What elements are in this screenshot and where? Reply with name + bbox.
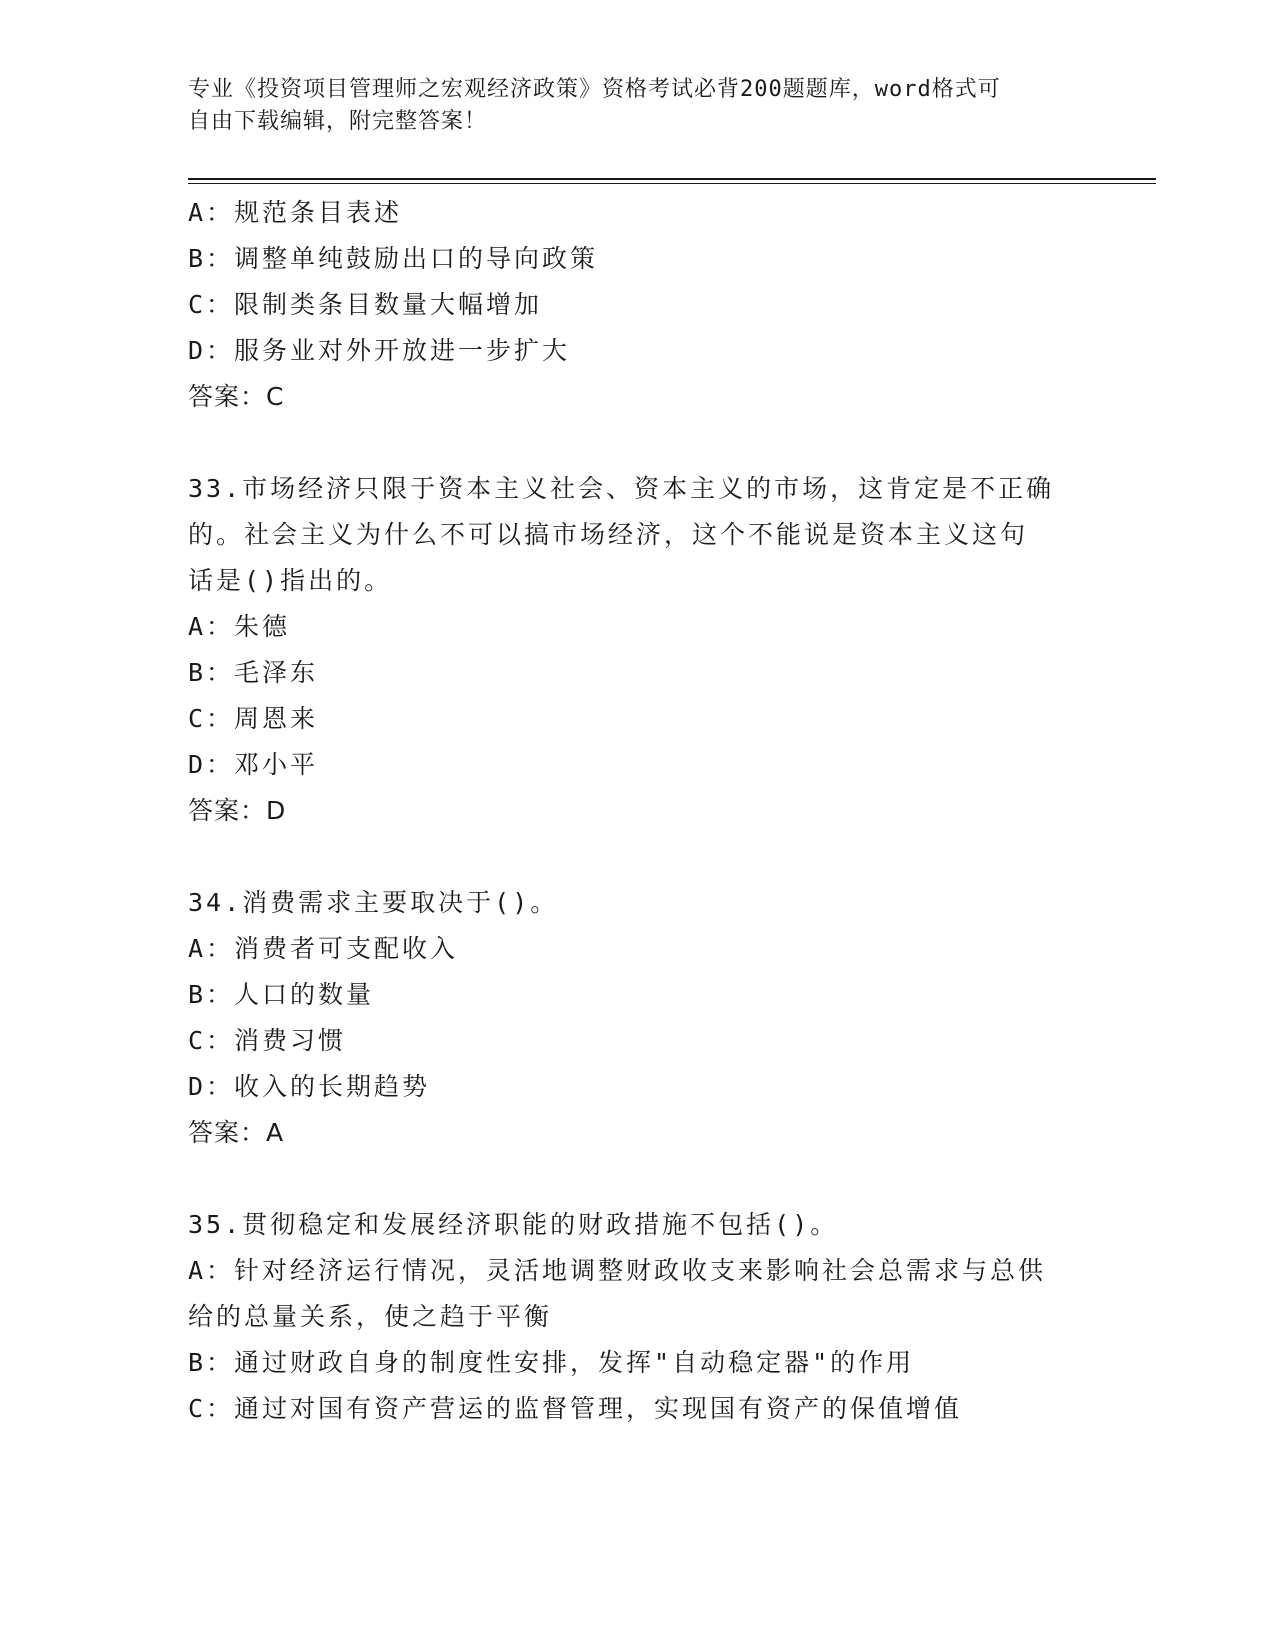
question-spacer bbox=[188, 1156, 1088, 1202]
question-text-line-3: 话是()指出的。 bbox=[188, 566, 393, 595]
document-header bbox=[188, 74, 1088, 138]
answer-line: 答案：C bbox=[188, 382, 285, 411]
option-a: A：消费者可支配收入 bbox=[188, 934, 459, 963]
question-32 bbox=[188, 190, 1088, 420]
question-text-line-1: 35.贯彻稳定和发展经济职能的财政措施不包括()。 bbox=[188, 1210, 839, 1239]
option-d: D：邓小平 bbox=[188, 750, 319, 779]
option-b: B：通过财政自身的制度性安排，发挥"自动稳定器"的作用 bbox=[188, 1348, 915, 1377]
question-text-line-1: 34.消费需求主要取决于()。 bbox=[188, 888, 559, 917]
header-divider-thin bbox=[188, 183, 1156, 184]
question-spacer bbox=[188, 420, 1088, 466]
option-a-line-2: 给的总量关系，使之趋于平衡 bbox=[188, 1302, 553, 1331]
option-a-line-1: A：针对经济运行情况，灵活地调整财政收支来影响社会总需求与总供 bbox=[188, 1256, 1047, 1285]
question-text-line-1: 33.市场经济只限于资本主义社会、资本主义的市场，这肯定是不正确 bbox=[188, 474, 1055, 503]
question-list bbox=[188, 190, 1088, 1432]
option-a: A：朱德 bbox=[188, 612, 291, 641]
question-text-line-2: 的。社会主义为什么不可以搞市场经济，这个不能说是资本主义这句 bbox=[188, 520, 1029, 549]
option-b: B：人口的数量 bbox=[188, 980, 375, 1009]
question-35 bbox=[188, 1202, 1088, 1432]
option-a: A：规范条目表述 bbox=[188, 198, 403, 227]
header-title-line-2: 自由下载编辑，附完整答案！ bbox=[188, 109, 488, 134]
question-spacer bbox=[188, 834, 1088, 880]
option-b: B：调整单纯鼓励出口的导向政策 bbox=[188, 244, 599, 273]
option-d: D：服务业对外开放进一步扩大 bbox=[188, 336, 571, 365]
option-c: C：周恩来 bbox=[188, 704, 319, 733]
answer-line: 答案：D bbox=[188, 796, 287, 825]
option-c: C：限制类条目数量大幅增加 bbox=[188, 290, 543, 319]
question-33 bbox=[188, 466, 1088, 834]
question-34 bbox=[188, 880, 1088, 1156]
option-b: B：毛泽东 bbox=[188, 658, 319, 687]
header-divider-thick bbox=[188, 178, 1156, 180]
option-c: C：通过对国有资产营运的监督管理，实现国有资产的保值增值 bbox=[188, 1394, 963, 1423]
answer-line: 答案：A bbox=[188, 1118, 285, 1147]
option-c: C：消费习惯 bbox=[188, 1026, 347, 1055]
option-d: D：收入的长期趋势 bbox=[188, 1072, 431, 1101]
header-title-line-1: 专业《投资项目管理师之宏观经济政策》资格考试必背200题题库，word格式可 bbox=[188, 77, 1001, 102]
